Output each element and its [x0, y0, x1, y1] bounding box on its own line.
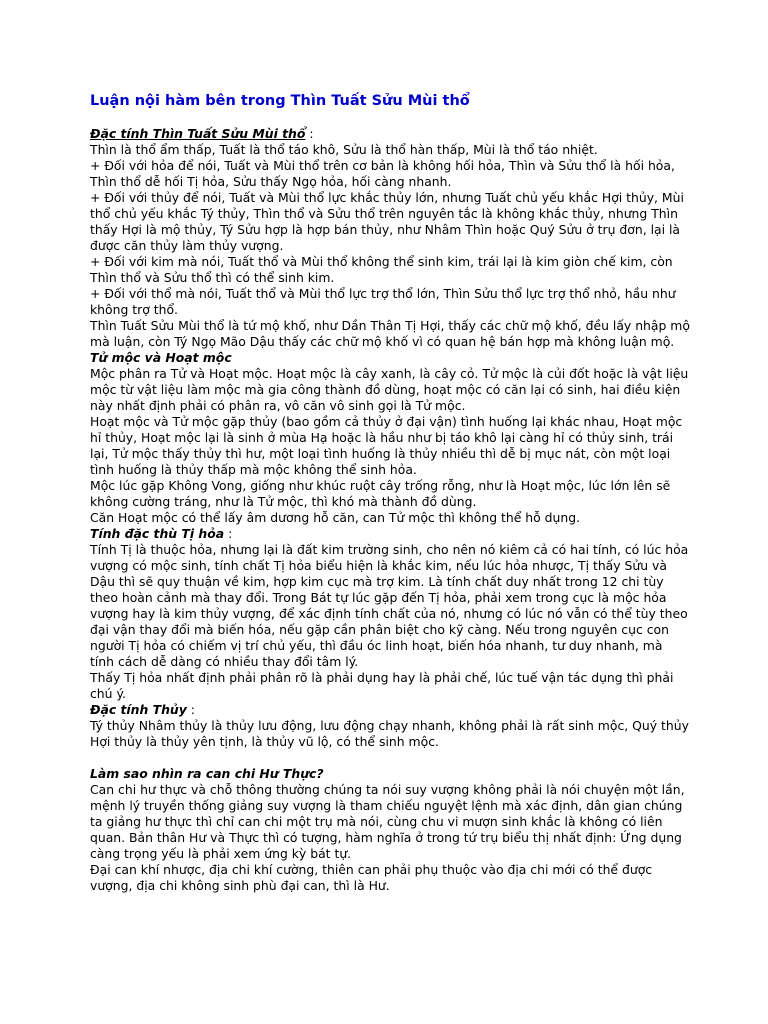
paragraph: Thìn Tuất Sửu Mùi thổ là tứ mộ khố, như Dần Thân Tị Hợi, thấy các chữ mộ khố, đều lấy nhập mộ mà luận, còn Tý Ngọ Mão Dậu thấy các chữ mộ khố vì có quan hệ bán hợp mà không luận mộ.: [90, 318, 690, 349]
section-heading-suffix: :: [224, 526, 233, 541]
section-heading: [90, 350, 690, 366]
paragraph: + Đối với thổ mà nói, Tuất thổ và Mùi thổ lực trợ thổ lớn, Thìn Sửu thổ lực trợ thổ nhỏ, hầu như không trợ thổ.: [90, 286, 676, 317]
section-heading-suffix: :: [186, 702, 195, 717]
section-dac-tinh-thuy: [90, 702, 690, 750]
document-title: Luận nội hàm bên trong Thìn Tuất Sửu Mùi thổ: [90, 93, 470, 109]
section-dac-tinh-thin-tuat-suu-mui: [90, 126, 690, 350]
section-heading-suffix: :: [305, 126, 314, 141]
section-heading-text: Làm sao nhìn ra can chi Hư Thực?: [90, 766, 324, 781]
paragraph: Đại can khí nhược, địa chi khí cường, thiên can phải phụ thuộc vào địa chi mới có thể được vượng, địa chi không sinh phù đại can, thì là Hư.: [90, 862, 653, 893]
section-heading: [90, 702, 690, 718]
paragraph: Can chi hư thực và chỗ thông thường chúng ta nói suy vượng không phải là nói chuyện một lần, mệnh lý truyền thống giảng suy vượng là tham chiếu nguyệt lệnh mà xác định, dân gian chúng ta giảng hư thực thì chỉ can chi một trụ mà nói, cùng chu vi mượn sinh khắc là không có liên quan. Bản thân Hư và Thực thì có tượng, hàm nghĩa ở trong tứ trụ biểu thị nhất định: Ứng dụng càng trọng yếu là phải xem ứng kỳ bát tự.: [90, 782, 685, 861]
paragraph: + Đối với hỏa để nói, Tuất và Mùi thổ trên cơ bản là không hối hỏa, Thìn và Sửu thổ là hối hỏa, Thìn thổ dễ hối Tị hỏa, Sửu thấy Ngọ hỏa, hối càng nhanh.: [90, 158, 675, 189]
section-tinh-dac-thu-ti-hoa: [90, 526, 690, 702]
section-heading-text: Tính đặc thù Tị hỏa: [90, 526, 225, 541]
paragraph: Căn Hoạt mộc có thể lấy âm dương hỗ căn, can Tử mộc thì không thể hỗ dụng.: [90, 510, 581, 525]
section-heading-text: Tử mộc và Hoạt mộc: [90, 350, 232, 365]
section-tu-moc-hoat-moc: [90, 350, 690, 526]
document-page: [90, 92, 690, 894]
paragraph: + Đối với kim mà nói, Tuất thổ và Mùi thổ không thể sinh kim, trái lại là kim giòn chế kim, còn Thìn thổ và Sửu thổ thì có thể sinh kim.: [90, 254, 673, 285]
paragraph: Tý thủy Nhâm thủy là thủy lưu động, lưu động chạy nhanh, không phải là rất sinh mộc, Quý thủy Hợi thủy là thủy yên tịnh, là thủy vũ lộ, có thể sinh mộc.: [90, 718, 689, 749]
section-heading: [90, 126, 690, 142]
paragraph: Mộc phân ra Tử và Hoạt mộc. Hoạt mộc là cây xanh, là cây cỏ. Tử mộc là củi đốt hoặc là vật liệu mộc từ vật liệu làm mộc mà gia công thành đồ dùng, hoạt mộc có căn lại có sinh, hai điều kiện này nhất định phải có phân ra, vô căn vô sinh gọi là Tử mộc.: [90, 366, 689, 413]
paragraph: Hoạt mộc và Tử mộc gặp thủy (bao gồm cả thủy ở đại vận) tình huống lại khác nhau, Hoạt mộc hỉ thủy, Hoạt mộc lại là sinh ở mùa Hạ hoặc là hầu như bị táo khô lại càng hỉ có thủy sinh, trái lại, Tử mộc thấy thủy thì hư, một loại tình huống là thủy nhiều thì dễ bị mục nát, còn một loại tình huống là thủy thấp mà mộc không thể sinh hỏa.: [90, 414, 683, 477]
section-heading-text: Đặc tính Thủy: [90, 702, 187, 717]
paragraph: + Đối với thủy để nói, Tuất và Mùi thổ lực khắc thủy lớn, nhưng Tuất chủ yếu khắc Hợi thủy, Mùi thổ chủ yếu khắc Tý thủy, Thìn thổ và Sửu thổ trên nguyên tắc là không khắc thủy, nhưng Thìn thấy Hợi là mộ thủy, Tý Sửu hợp là hợp bán thủy, như Nhâm Thìn hoặc Quý Sửu ở trụ đơn, lại là được căn thủy làm thủy vượng.: [90, 190, 684, 253]
paragraph: Tính Tị là thuộc hỏa, nhưng lại là đất kim trường sinh, cho nên nó kiêm cả có hai tính, có lúc hỏa vượng có mộc sinh, tính chất Tị hỏa biểu hiện là khắc kim, nếu lúc hỏa nhược, Tị thấy Sửu và Dậu thì sẽ quy thuận về kim, hợp kim cục mà trợ kim. Là tính chất duy nhất trong 12 chi tùy theo hoàn cảnh mà thay đổi. Trong Bát tự lúc gặp đến Tị hỏa, phải xem trong cục là mộc hỏa vượng hay là kim thủy vượng, để xác định tính chất của nó, nhưng có lúc nó vẫn có thể tùy theo đại vận thay đổi mà biến hóa, nếu gặp cần phân biệt cho kỹ càng. Nếu trong nguyên cục con người Tị hỏa có chiếm vị trí chủ yếu, thì đầu óc linh hoạt, biến hóa nhanh, tư duy nhanh, mà tính cách dễ dàng có nhiều thay đổi tâm lý.: [90, 542, 689, 669]
paragraph: Thấy Tị hỏa nhất định phải phân rõ là phải dụng hay là phải chế, lúc tuế vận tác dụng thì phải chú ý.: [90, 670, 674, 701]
section-heading: [90, 526, 690, 542]
section-lam-sao-nhin-ra-hu-thuc: [90, 766, 690, 894]
section-heading-text: Đặc tính Thìn Tuất Sửu Mùi thổ: [90, 126, 306, 141]
section-heading: [90, 766, 690, 782]
paragraph: Mộc lúc gặp Không Vong, giống như khúc ruột cây trống rỗng, như là Hoạt mộc, lúc lớn lên sẽ không cường tráng, như là Tử mộc, thì khó mà thành đồ dùng.: [90, 478, 671, 509]
paragraph: Thìn là thổ ẩm thấp, Tuất là thổ táo khô, Sửu là thổ hàn thấp, Mùi là thổ táo nhiệt.: [90, 142, 598, 157]
